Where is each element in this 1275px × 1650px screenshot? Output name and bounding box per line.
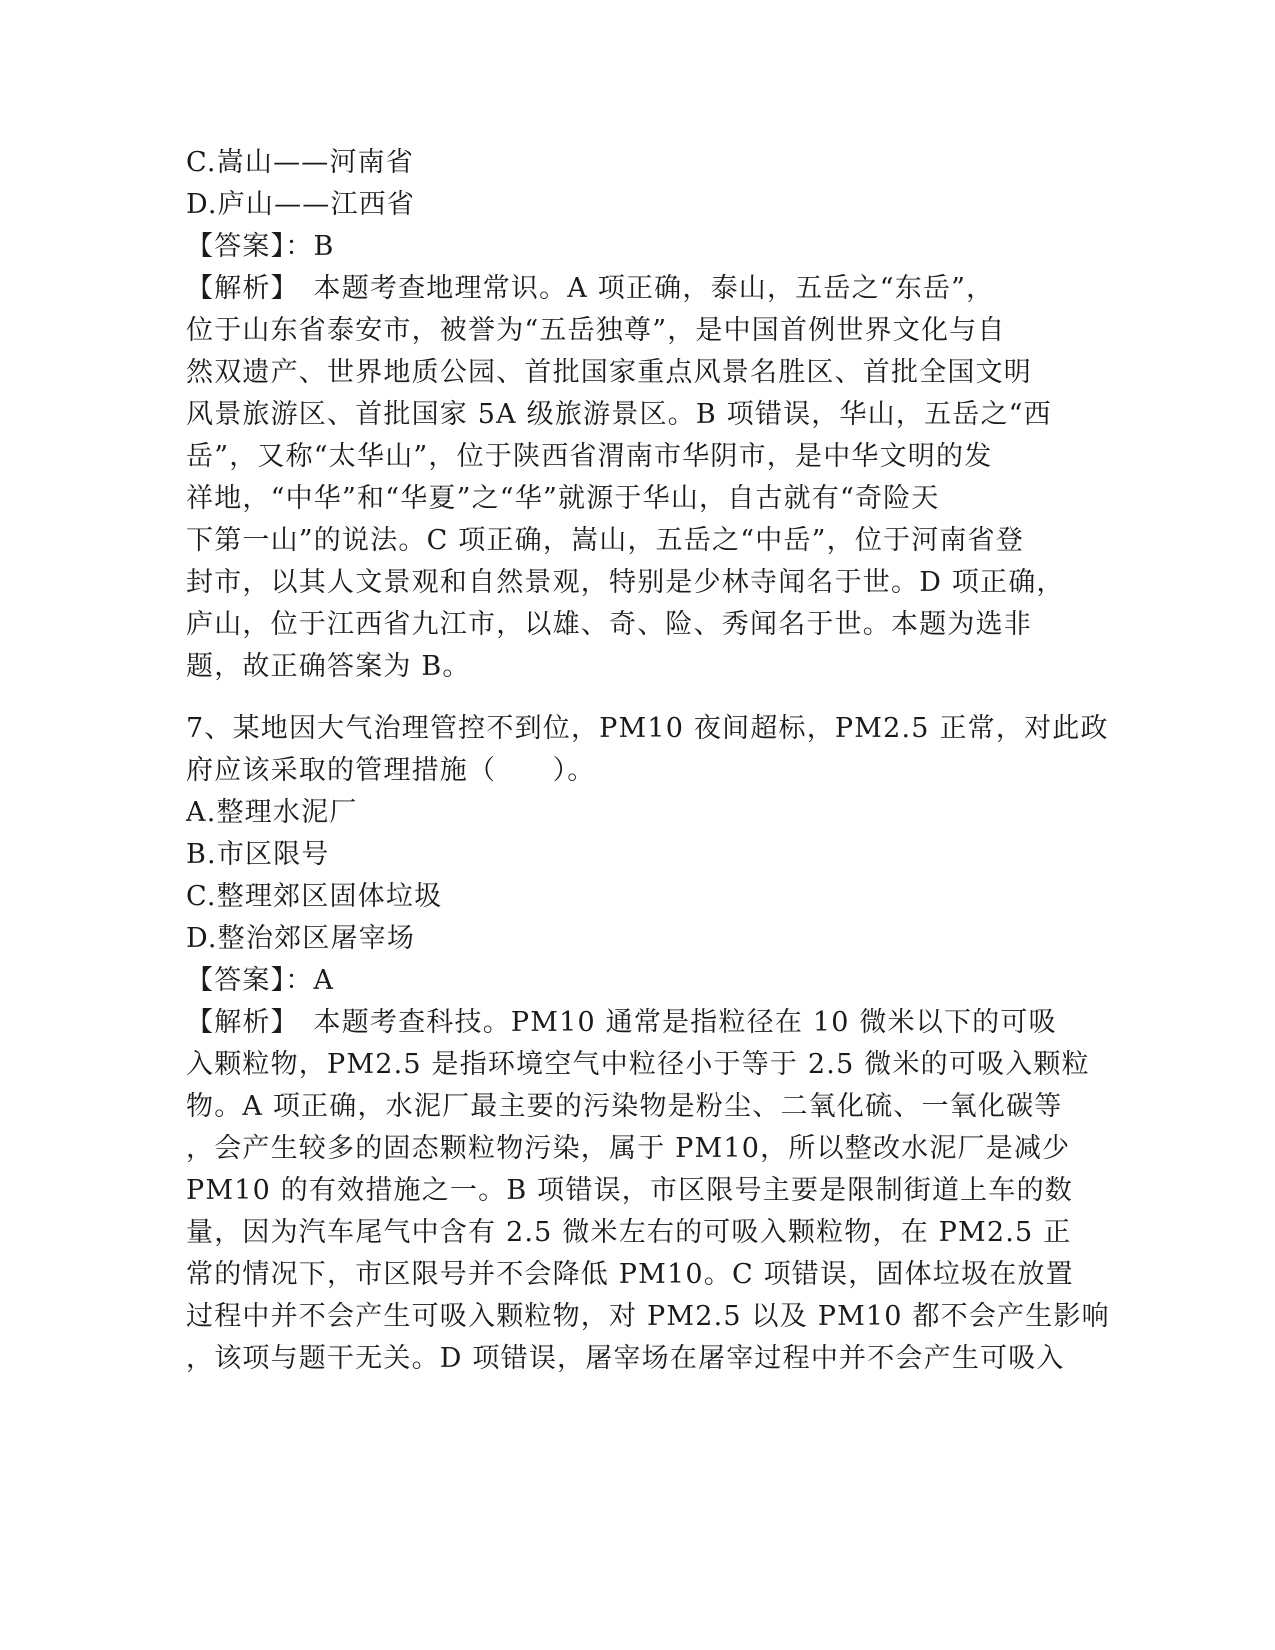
analysis-line: 庐山，位于江西省九江市，以雄、奇、险、秀闻名于世。本题为选非 xyxy=(186,609,1032,640)
analysis-line: ，会产生较多的固态颗粒物污染，属于 PM10，所以整改水泥厂是减少 xyxy=(186,1133,1071,1164)
answer-line: 【答案】：A xyxy=(186,965,335,996)
analysis-paragraph xyxy=(186,268,1086,688)
question-7 xyxy=(186,708,1110,1380)
analysis-line: 祥地，“中华”和“华夏”之“华”就源于华山，自古就有“奇险天 xyxy=(186,483,940,514)
analysis-line: 【解析】 本题考查地理常识。A 项正确，泰山，五岳之“东岳”， xyxy=(186,273,995,304)
answer-line: 【答案】：B xyxy=(186,231,335,262)
analysis-line: 岳”，又称“太华山”，位于陕西省渭南市华阴市，是中华文明的发 xyxy=(186,441,993,472)
analysis-line: 题，故正确答案为 B。 xyxy=(186,651,471,682)
analysis-paragraph xyxy=(186,1002,1110,1380)
analysis-line: 【解析】 本题考查科技。PM10 通常是指粒径在 10 微米以下的可吸 xyxy=(186,1007,1057,1038)
option-c: C.嵩山——河南省 xyxy=(186,147,415,178)
page-content xyxy=(186,142,1110,1380)
analysis-line: 常的情况下，市区限号并不会降低 PM10。C 项错误，固体垃圾在放置 xyxy=(186,1259,1074,1290)
analysis-line: 封市，以其人文景观和自然景观，特别是少林寺闻名于世。D 项正确， xyxy=(186,567,1065,598)
analysis-line: 物。A 项正确，水泥厂最主要的污染物是粉尘、二氧化硫、一氧化碳等 xyxy=(186,1091,1063,1122)
analysis-line: ，该项与题干无关。D 项错误，屠宰场在屠宰过程中并不会产生可吸入 xyxy=(186,1343,1065,1374)
option-c: C.整理郊区固体垃圾 xyxy=(186,881,443,912)
analysis-line: 量，因为汽车尾气中含有 2.5 微米左右的可吸入颗粒物，在 PM2.5 正 xyxy=(186,1217,1072,1248)
option-a: A.整理水泥厂 xyxy=(186,797,358,828)
question-stem xyxy=(186,708,1109,792)
question-gap xyxy=(186,688,1086,708)
option-d: D.庐山——江西省 xyxy=(186,189,416,220)
analysis-line: 风景旅游区、首批国家 5A 级旅游景区。B 项错误，华山，五岳之“西 xyxy=(186,399,1052,430)
stem-line: 府应该采取的管理措施（ ）。 xyxy=(186,755,596,786)
question-6-continuation xyxy=(186,142,1086,688)
analysis-line: 过程中并不会产生可吸入颗粒物，对 PM2.5 以及 PM10 都不会产生影响 xyxy=(186,1301,1110,1332)
analysis-line: 入颗粒物，PM2.5 是指环境空气中粒径小于等于 2.5 微米的可吸入颗粒 xyxy=(186,1049,1090,1080)
analysis-line: 下第一山”的说法。C 项正确，嵩山，五岳之“中岳”，位于河南省登 xyxy=(186,525,1025,556)
analysis-line: 位于山东省泰安市，被誉为“五岳独尊”，是中国首例世界文化与自 xyxy=(186,315,1006,346)
analysis-line: PM10 的有效措施之一。B 项错误，市区限号主要是限制街道上车的数 xyxy=(186,1175,1073,1206)
analysis-line: 然双遗产、世界地质公园、首批国家重点风景名胜区、首批全国文明 xyxy=(186,357,1032,388)
option-d: D.整治郊区屠宰场 xyxy=(186,923,416,954)
option-b: B.市区限号 xyxy=(186,839,330,870)
stem-line: 7、某地因大气治理管控不到位，PM10 夜间超标，PM2.5 正常，对此政 xyxy=(186,713,1109,744)
